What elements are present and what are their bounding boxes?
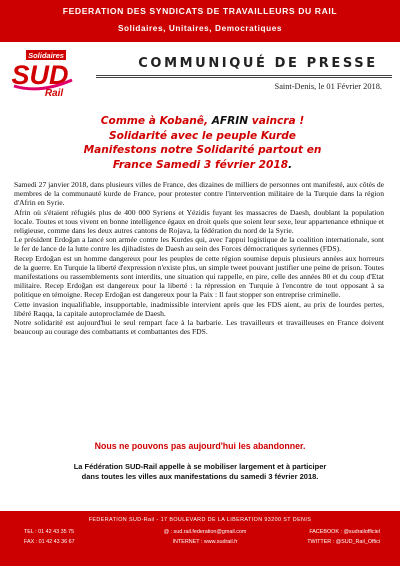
headline-line-2: Solidarité avec le peuple Kurde (109, 129, 296, 142)
headline-line-1: Comme à Kobanê, AFRIN vaincra ! (100, 115, 305, 127)
footer (0, 511, 400, 566)
header-banner (0, 0, 400, 42)
footer-internet[interactable]: INTERNET : www.sudrail.fr (172, 539, 238, 545)
footer-address: FEDERATION SUD-Rail - 17 BOULEVARD DE LA LIBERATION 93200 ST DENIS (88, 517, 312, 523)
paragraph: Afrin où s'étaient réfugiés plus de 400 000 Syriens et Yézidis fuyant les massacres de Daesh, doublant la population locale. Toutes et tous vivent en bonne intelligence égaux en droit quels que soient leur sexe, leur appartenance ethnique et religieuse, comme dans les deux autres cantons de Rojava, la fédération du nord de la Syrie. (14, 207, 384, 236)
date-line: Saint-Denis, le 01 Février 2018. (274, 82, 382, 91)
footer-email[interactable]: @ : sud.rail.federation@gmail.com (163, 529, 247, 535)
headline-line-3: Manifestons notre Solidarité partout en (83, 144, 322, 156)
logo-top-text: Solidaires (28, 51, 64, 60)
logo-sub-text: Rail (44, 88, 64, 98)
divider (96, 77, 392, 78)
slogan: Nous ne pouvons pas aujourd'hui les abandonner. (94, 441, 306, 451)
paragraph: Notre solidarité est aujourd'hui le seul rempart face à la barbarie. Les travailleurs et travailleuses en France doivent beaucoup au courage des combattants et combattantes des FDS. (14, 318, 384, 337)
federation-subtitle: Solidaires, Unitaires, Democratiques (117, 24, 283, 33)
communique-title: COMMUNIQUÉ DE PRESSE (138, 56, 378, 71)
paragraph: Recep Erdoğan est un homme dangereux pour les peuples de cette région soumise depuis plusieurs années aux horreurs de la guerre. En Turquie la liberté d'expression n'existe plus, un simple tweet pouvant justifier une peine de prison. Toutes manifestations ou rassemblements sont interdits, une situation qui rappelle, en pire, celle des années 80 et du coup d'Etat militaire. Recep Erdoğan est dangereux pour la liberté : la répression en Turquie à l'encontre de tout opposant à sa politique en témoigne. Recep Erdoğan est dangereux pour la Paix : Il faut stopper son entreprise criminelle. (14, 253, 384, 300)
footer-fax: FAX : 01 42 43 36 67 (24, 539, 75, 545)
logo-main-text: SUD (11, 60, 69, 90)
call-to-action-line-2: dans toutes les villes aux manifestations du samedi 3 février 2018. (81, 472, 319, 481)
paragraph: Le président Erdoğan a lancé son armée contre les Kurdes qui, avec l'appui logistique de la coalition internationale, sont le fer de lance de la lutte contre les djihadistes de Daesh au sein des Forces démocratiques syriennes (FDS). (14, 235, 384, 254)
article-body (14, 180, 384, 336)
call-to-action-line-1: La Fédération SUD-Rail appelle à se mobiliser largement et à participer (73, 462, 327, 471)
sud-rail-logo (10, 50, 80, 98)
paragraph: Samedi 27 janvier 2018, dans plusieurs villes de France, des dizaines de milliers de personnes ont manifesté, aux côtés de membres de la communauté kurde de France, pour protester contre l'intervention militaire de la Turquie dans la région d'Afrin en Syrie. (14, 180, 384, 208)
footer-twitter[interactable]: TWITTER : @SUD_Rail_Offici (307, 539, 380, 545)
headline-line-4: France Samedi 3 février 2018. (112, 158, 293, 171)
divider (96, 75, 392, 76)
footer-tel: TEL : 01 42 43 35 75 (24, 529, 75, 535)
footer-facebook[interactable]: FACEBOOK : @sudrailofficiel (309, 529, 380, 535)
federation-title: FEDERATION DES SYNDICATS DE TRAVAILLEURS DU RAIL (62, 6, 338, 16)
paragraph: Cette invasion inqualifiable, insupportable, inadmissible intervient après que les FDS aient, au prix de lourdes pertes, libéré Raqqa, la capitale autoproclamée de Daesh. (14, 299, 384, 318)
